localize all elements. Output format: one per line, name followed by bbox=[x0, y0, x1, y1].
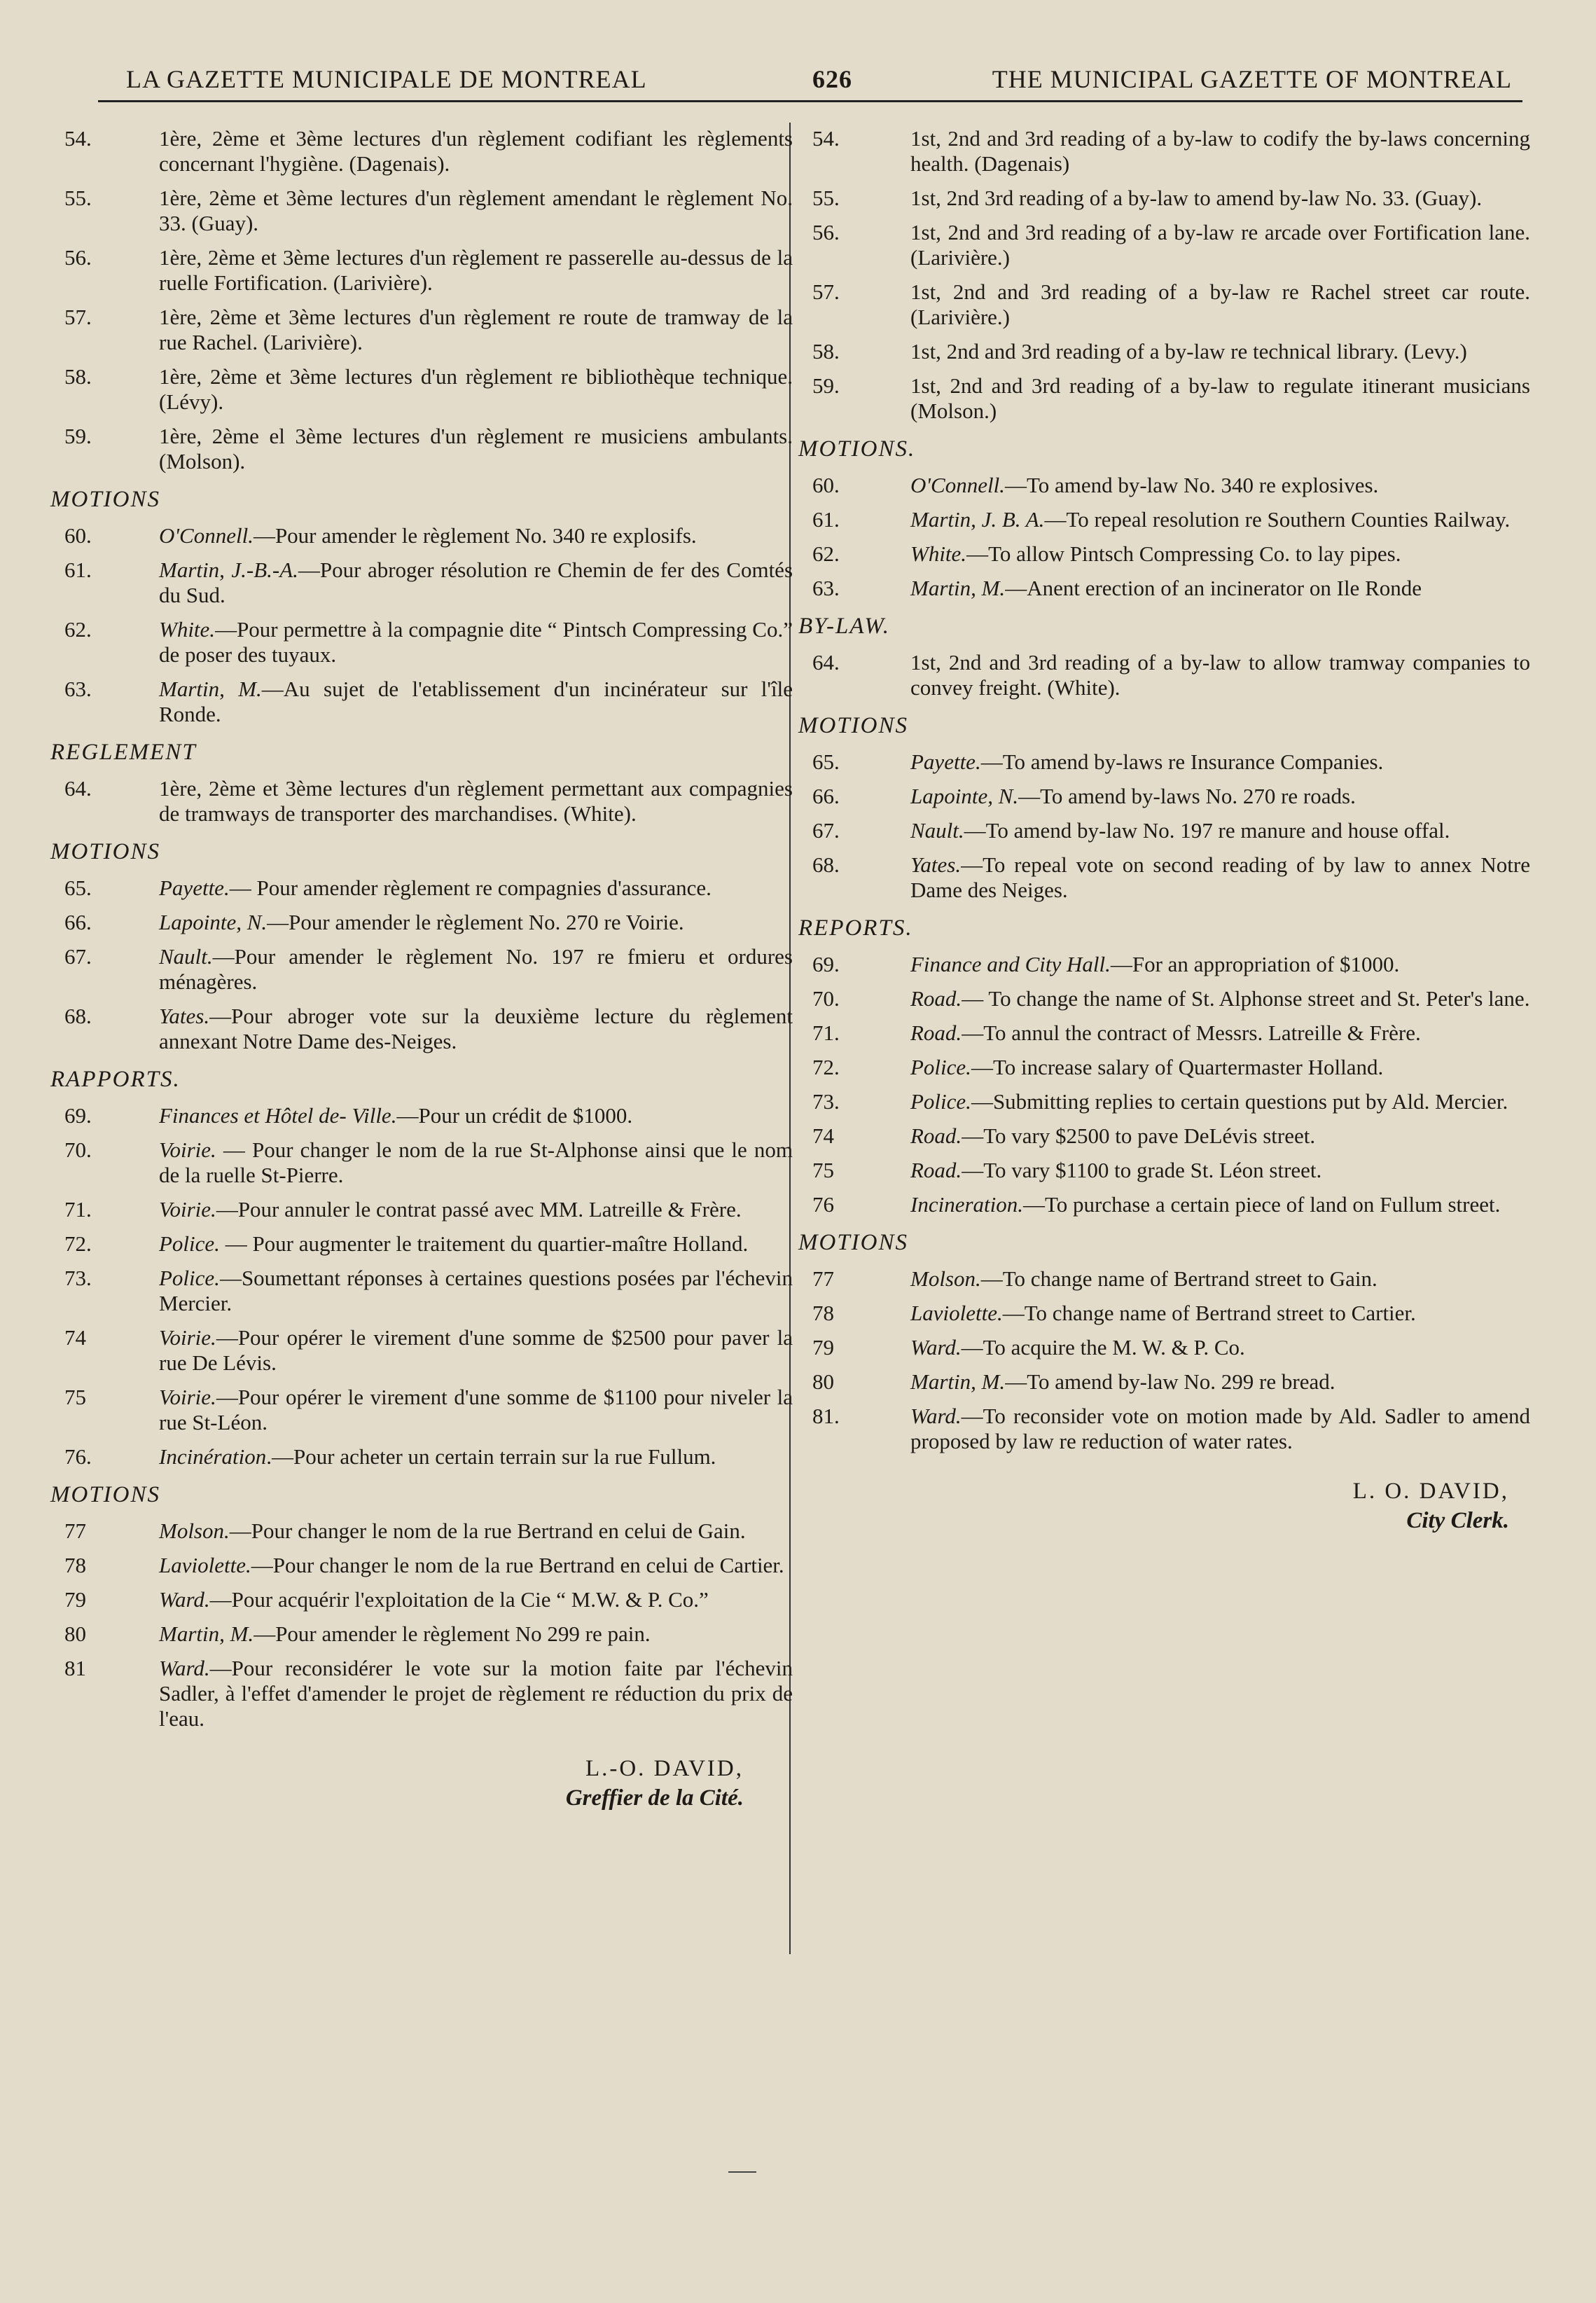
item-text: — Pour augmenter le traitement du quartier-maître Holland. bbox=[219, 1231, 749, 1256]
item-text: —To change name of Bertrand street to Gain. bbox=[980, 1266, 1378, 1291]
item-text: 1st, 2nd and 3rd reading of a by-law to regulate itinerant musicians (Molson.) bbox=[910, 373, 1530, 423]
item-body bbox=[910, 1021, 1530, 1046]
item-number: 81 bbox=[64, 1656, 86, 1680]
agenda-item bbox=[812, 1301, 1530, 1326]
agenda-item bbox=[64, 1004, 793, 1054]
item-mover: Police. bbox=[159, 1231, 220, 1256]
page-number: 626 bbox=[812, 65, 852, 93]
agenda-item bbox=[812, 1404, 1530, 1454]
item-number: 64. bbox=[64, 776, 92, 801]
item-mover: Ward. bbox=[159, 1656, 210, 1680]
item-text: 1ère, 2ème et 3ème lectures d'un règlement permettant aux compagnies de tramways de transporter des marchandises. (White). bbox=[159, 776, 793, 826]
item-text: —Pour amender le règlement No. 340 re explosifs. bbox=[253, 523, 697, 548]
item-text: 1ère, 2ème et 3ème lectures d'un règlement amendant le règlement No. 33. (Guay). bbox=[159, 186, 793, 235]
agenda-item bbox=[64, 1553, 793, 1578]
item-body bbox=[159, 364, 793, 415]
item-body bbox=[159, 1266, 793, 1316]
item-number: 60. bbox=[64, 523, 92, 548]
agenda-item bbox=[64, 910, 793, 935]
agenda-item bbox=[812, 373, 1530, 424]
agenda-item bbox=[812, 1089, 1530, 1114]
item-body bbox=[159, 677, 793, 727]
item-text: —Pour amender le règlement No. 197 re fmieru et ordures ménagères. bbox=[159, 944, 793, 994]
item-number: 62. bbox=[812, 541, 840, 566]
agenda-item bbox=[64, 1587, 793, 1612]
item-text: —Pour acquérir l'exploitation de la Cie “ M.W. & P. Co.” bbox=[209, 1587, 709, 1612]
item-number: 54. bbox=[64, 126, 92, 151]
item-number: 57. bbox=[812, 279, 840, 304]
item-body bbox=[159, 876, 793, 901]
item-number: 79 bbox=[812, 1335, 834, 1360]
item-text: —Anent erection of an incinerator on Ile Ronde bbox=[1005, 576, 1422, 600]
item-text: 1st, 2nd and 3rd reading of a by-law re arcade over Fortification lane. (Larivière.) bbox=[910, 220, 1530, 270]
agenda-item bbox=[64, 776, 793, 827]
item-text: —Pour opérer le virement d'une somme de $2500 pour paver la rue De Lévis. bbox=[159, 1325, 793, 1375]
item-number: 69. bbox=[64, 1103, 92, 1128]
item-number: 54. bbox=[812, 126, 840, 151]
item-mover: O'Connell. bbox=[159, 523, 254, 548]
item-mover: Laviolette. bbox=[910, 1301, 1003, 1325]
item-body bbox=[910, 1266, 1530, 1292]
header-rule bbox=[98, 100, 1522, 102]
agenda-item bbox=[64, 1656, 793, 1731]
item-mover: Police. bbox=[910, 1089, 971, 1114]
item-text: —Pour opérer le virement d'une somme de $1100 pour niveler la rue St-Léon. bbox=[159, 1385, 793, 1434]
agenda-item bbox=[812, 1335, 1530, 1360]
english-column bbox=[798, 126, 1530, 1535]
item-body bbox=[159, 1231, 793, 1257]
item-body bbox=[910, 1404, 1530, 1454]
item-number: 56. bbox=[64, 245, 92, 270]
item-body bbox=[159, 1444, 793, 1469]
item-number: 71. bbox=[812, 1021, 840, 1045]
item-text: 1st, 2nd and 3rd reading of a by-law to allow tramway companies to convey freight. (White). bbox=[910, 650, 1530, 700]
section-heading: REGLEMENT bbox=[50, 740, 197, 765]
item-text: —To vary $2500 to pave DeLévis street. bbox=[962, 1123, 1316, 1148]
item-text: —To annul the contract of Messrs. Latreille & Frère. bbox=[962, 1021, 1421, 1045]
agenda-item bbox=[812, 186, 1530, 211]
section-heading: MOTIONS bbox=[50, 1482, 161, 1507]
item-text: —To reconsider vote on motion made by Ald. Sadler to amend proposed by law re reduction of water rates. bbox=[910, 1404, 1530, 1453]
agenda-item bbox=[812, 818, 1530, 843]
agenda-item bbox=[812, 126, 1530, 177]
item-text: 1st, 2nd and 3rd reading of a by-law re Rachel street car route. (Larivière.) bbox=[910, 279, 1530, 329]
item-mover: Molson. bbox=[910, 1266, 981, 1291]
item-text: —To repeal vote on second reading of by law to annex Notre Dame des Neiges. bbox=[910, 852, 1530, 902]
item-text: —Pour changer le nom de la rue Bertrand en celui de Gain. bbox=[229, 1519, 746, 1543]
agenda-item bbox=[812, 1192, 1530, 1217]
item-body bbox=[159, 245, 793, 296]
item-body bbox=[910, 373, 1530, 424]
item-number: 70. bbox=[64, 1137, 92, 1162]
item-number: 58. bbox=[812, 339, 840, 364]
item-text: —To repeal resolution re Southern Counties Railway. bbox=[1044, 507, 1511, 532]
item-number: 55. bbox=[64, 186, 92, 210]
item-text: —For an appropriation of $1000. bbox=[1110, 952, 1400, 976]
agenda-item bbox=[64, 424, 793, 474]
agenda-item bbox=[812, 1369, 1530, 1395]
section-heading: BY-LAW. bbox=[798, 614, 891, 639]
item-number: 63. bbox=[64, 677, 92, 701]
item-body bbox=[159, 1621, 793, 1647]
item-mover: Martin, M. bbox=[159, 677, 262, 701]
running-header bbox=[126, 57, 1512, 99]
agenda-item bbox=[812, 279, 1530, 330]
item-text: 1ère, 2ème el 3ème lectures d'un règlement re musiciens ambulants. (Molson). bbox=[159, 424, 793, 473]
item-mover: Ward. bbox=[159, 1587, 210, 1612]
item-body bbox=[910, 186, 1530, 211]
item-number: 59. bbox=[64, 424, 92, 448]
agenda-item bbox=[812, 339, 1530, 364]
item-text: —To amend by-laws re Insurance Companies. bbox=[980, 749, 1384, 774]
item-body bbox=[159, 1004, 793, 1054]
agenda-item bbox=[812, 749, 1530, 775]
item-body bbox=[159, 186, 793, 236]
agenda-item bbox=[64, 944, 793, 995]
agenda-item bbox=[64, 126, 793, 177]
item-mover: Road. bbox=[910, 1158, 962, 1182]
item-body bbox=[159, 1137, 793, 1188]
item-text: —Pour abroger résolution re Chemin de fer des Comtés du Sud. bbox=[159, 558, 793, 607]
item-body bbox=[910, 1335, 1530, 1360]
agenda-item bbox=[64, 1137, 793, 1188]
item-body bbox=[159, 776, 793, 827]
item-mover: Road. bbox=[910, 1123, 962, 1148]
item-body bbox=[910, 126, 1530, 177]
item-body bbox=[159, 1325, 793, 1376]
item-number: 72. bbox=[64, 1231, 92, 1256]
section-heading: MOTIONS bbox=[50, 839, 161, 864]
item-number: 67. bbox=[812, 818, 840, 843]
agenda-item bbox=[64, 364, 793, 415]
item-body bbox=[159, 1103, 793, 1128]
agenda-item bbox=[812, 650, 1530, 700]
item-number: 63. bbox=[812, 576, 840, 600]
item-number: 62. bbox=[64, 617, 92, 642]
item-number: 77 bbox=[812, 1266, 834, 1291]
item-text: —Pour abroger vote sur la deuxième lecture du règlement annexant Notre Dame des-Neiges. bbox=[159, 1004, 793, 1053]
item-text: —Submitting replies to certain questions put by Ald. Mercier. bbox=[971, 1089, 1508, 1114]
agenda-item bbox=[812, 507, 1530, 532]
agenda-item bbox=[812, 1158, 1530, 1183]
item-number: 64. bbox=[812, 650, 840, 675]
item-body bbox=[910, 1192, 1530, 1217]
item-mover: Ward. bbox=[910, 1404, 962, 1428]
item-text: 1st, 2nd and 3rd reading of a by-law re technical library. (Levy.) bbox=[910, 339, 1467, 364]
item-number: 79 bbox=[64, 1587, 86, 1612]
item-body bbox=[910, 507, 1530, 532]
agenda-item bbox=[812, 1266, 1530, 1292]
item-mover: Road. bbox=[910, 1021, 962, 1045]
agenda-item bbox=[64, 1197, 793, 1222]
agenda-item bbox=[64, 523, 793, 548]
item-number: 81. bbox=[812, 1404, 840, 1428]
item-number: 68. bbox=[812, 852, 840, 877]
item-number: 73. bbox=[812, 1089, 840, 1114]
agenda-item bbox=[812, 1055, 1530, 1080]
item-mover: Police. bbox=[159, 1266, 220, 1290]
item-body bbox=[910, 1123, 1530, 1149]
agenda-item bbox=[812, 784, 1530, 809]
signature-block bbox=[812, 1476, 1530, 1535]
item-text: —To amend by-law No. 299 re bread. bbox=[1005, 1369, 1335, 1394]
item-number: 59. bbox=[812, 373, 840, 398]
item-number: 55. bbox=[812, 186, 840, 210]
item-number: 76 bbox=[812, 1192, 834, 1217]
item-mover: Incinération bbox=[159, 1444, 267, 1469]
item-text: 1ère, 2ème et 3ème lectures d'un règlement re passerelle au-dessus de la ruelle Fortification. (Larivière). bbox=[159, 245, 793, 295]
item-mover: O'Connell. bbox=[910, 473, 1005, 497]
item-text: — Pour amender règlement re compagnies d'assurance. bbox=[229, 876, 712, 900]
agenda-item bbox=[64, 876, 793, 901]
agenda-item bbox=[812, 220, 1530, 270]
section-heading: MOTIONS bbox=[50, 487, 161, 512]
item-mover: Martin, M. bbox=[159, 1621, 254, 1646]
item-number: 60. bbox=[812, 473, 840, 497]
item-number: 78 bbox=[64, 1553, 86, 1577]
item-number: 61. bbox=[812, 507, 840, 532]
item-body bbox=[159, 910, 793, 935]
agenda-item bbox=[64, 305, 793, 355]
item-body bbox=[159, 126, 793, 177]
section-heading: RAPPORTS. bbox=[50, 1067, 181, 1092]
item-mover: Payette. bbox=[159, 876, 230, 900]
item-text: —Pour changer le nom de la rue Bertrand en celui de Cartier. bbox=[251, 1553, 784, 1577]
item-number: 75 bbox=[64, 1385, 86, 1409]
item-body bbox=[910, 952, 1530, 977]
item-text: —To amend by-law No. 340 re explosives. bbox=[1004, 473, 1379, 497]
signature-block bbox=[64, 1754, 793, 1813]
item-body bbox=[159, 523, 793, 548]
margin-mark bbox=[728, 2171, 756, 2173]
item-body bbox=[910, 1158, 1530, 1183]
item-mover: Ward. bbox=[910, 1335, 962, 1360]
section-heading: MOTIONS bbox=[798, 1230, 909, 1255]
item-mover: Voirie. bbox=[159, 1325, 216, 1350]
item-body bbox=[159, 1519, 793, 1544]
item-body bbox=[910, 541, 1530, 567]
header-title-french: LA GAZETTE MUNICIPALE DE MONTREAL bbox=[126, 65, 647, 93]
item-body bbox=[910, 852, 1530, 903]
item-number: 61. bbox=[64, 558, 92, 582]
item-body bbox=[159, 617, 793, 668]
item-mover: Lapointe, N. bbox=[910, 784, 1019, 808]
item-mover: Martin, J.-B.-A. bbox=[159, 558, 298, 582]
item-body bbox=[910, 1055, 1530, 1080]
item-text: —To acquire the M. W. & P. Co. bbox=[961, 1335, 1245, 1360]
item-mover: Martin, M. bbox=[910, 1369, 1006, 1394]
agenda-item bbox=[64, 1266, 793, 1316]
item-text: 1st, 2nd 3rd reading of a by-law to amend by-law No. 33. (Guay). bbox=[910, 186, 1483, 210]
item-text: —To allow Pintsch Compressing Co. to lay pipes. bbox=[966, 541, 1401, 566]
item-text: —To change name of Bertrand street to Cartier. bbox=[1002, 1301, 1416, 1325]
item-text: 1ère, 2ème et 3ème lectures d'un règlement codifiant les règlements concernant l'hygiène. (Dagenais). bbox=[159, 126, 793, 176]
agenda-item bbox=[812, 541, 1530, 567]
item-mover: Laviolette. bbox=[159, 1553, 251, 1577]
item-text: 1ère, 2ème et 3ème lectures d'un règlement re route de tramway de la rue Rachel. (Larivière). bbox=[159, 305, 793, 354]
item-mover: Payette. bbox=[910, 749, 981, 774]
item-number: 57. bbox=[64, 305, 92, 329]
item-mover: Nault. bbox=[910, 818, 964, 843]
item-number: 74 bbox=[64, 1325, 86, 1350]
agenda-item bbox=[64, 558, 793, 608]
item-number: 72. bbox=[812, 1055, 840, 1079]
item-text: —To increase salary of Quartermaster Holland. bbox=[971, 1055, 1384, 1079]
item-text: —Soumettant réponses à certaines questions posées par l'échevin Mercier. bbox=[159, 1266, 793, 1315]
agenda-item bbox=[64, 1231, 793, 1257]
item-body bbox=[159, 1553, 793, 1578]
agenda-item bbox=[64, 1519, 793, 1544]
item-text: .—Pour acheter un certain terrain sur la rue Fullum. bbox=[266, 1444, 716, 1469]
item-text: — To change the name of St. Alphonse street and St. Peter's lane. bbox=[962, 986, 1530, 1011]
french-column bbox=[50, 126, 793, 1813]
item-mover: Martin, J. B. A. bbox=[910, 507, 1045, 532]
item-number: 80 bbox=[64, 1621, 86, 1646]
item-number: 65. bbox=[812, 749, 840, 774]
item-text: —Pour annuler le contrat passé avec MM. Latreille & Frère. bbox=[216, 1197, 742, 1222]
item-number: 65. bbox=[64, 876, 92, 900]
item-number: 78 bbox=[812, 1301, 834, 1325]
item-mover: Police. bbox=[910, 1055, 971, 1079]
item-number: 67. bbox=[64, 944, 92, 969]
item-number: 69. bbox=[812, 952, 840, 976]
item-body bbox=[159, 305, 793, 355]
item-number: 66. bbox=[64, 910, 92, 934]
item-body bbox=[910, 784, 1530, 809]
item-mover: Finances et Hôtel de- Ville. bbox=[159, 1103, 397, 1128]
item-body bbox=[910, 339, 1530, 364]
agenda-item bbox=[64, 1621, 793, 1647]
item-mover: Voirie. bbox=[159, 1197, 216, 1222]
item-mover: Lapointe, N. bbox=[159, 910, 268, 934]
item-body bbox=[910, 818, 1530, 843]
item-text: —Pour un crédit de $1000. bbox=[396, 1103, 633, 1128]
item-text: — Pour changer le nom de la rue St-Alphonse ainsi que le nom de la ruelle St-Pierre. bbox=[159, 1137, 793, 1187]
agenda-item bbox=[64, 186, 793, 236]
agenda-item bbox=[812, 952, 1530, 977]
item-mover: Yates. bbox=[159, 1004, 210, 1028]
item-number: 66. bbox=[812, 784, 840, 808]
agenda-item bbox=[64, 677, 793, 727]
item-mover: Incineration. bbox=[910, 1192, 1023, 1217]
item-text: 1st, 2nd and 3rd reading of a by-law to codify the by-laws concerning health. (Dagenais) bbox=[910, 126, 1530, 176]
item-text: —To purchase a certain piece of land on Fullum street. bbox=[1023, 1192, 1501, 1217]
item-body bbox=[159, 558, 793, 608]
item-number: 74 bbox=[812, 1123, 834, 1148]
agenda-item bbox=[812, 473, 1530, 498]
item-number: 71. bbox=[64, 1197, 92, 1222]
item-text: —To amend by-laws No. 270 re roads. bbox=[1018, 784, 1356, 808]
agenda-item bbox=[812, 576, 1530, 601]
item-text: —To amend by-law No. 197 re manure and house offal. bbox=[964, 818, 1450, 843]
header-title-english: THE MUNICIPAL GAZETTE OF MONTREAL bbox=[992, 65, 1512, 93]
item-body bbox=[910, 986, 1530, 1011]
item-body bbox=[910, 473, 1530, 498]
item-mover: Voirie. bbox=[159, 1137, 216, 1162]
item-text: —Pour reconsidérer le vote sur la motion faite par l'échevin Sadler, à l'effet d'amender le projet de règlement re réduction du prix de l'eau. bbox=[159, 1656, 793, 1731]
item-number: 58. bbox=[64, 364, 92, 389]
agenda-item bbox=[64, 1385, 793, 1435]
item-body bbox=[159, 1656, 793, 1731]
signature-title: City Clerk. bbox=[1406, 1508, 1509, 1533]
item-mover: Yates. bbox=[910, 852, 962, 877]
item-mover: Molson. bbox=[159, 1519, 230, 1543]
item-mover: Finance and City Hall. bbox=[910, 952, 1111, 976]
item-body bbox=[910, 650, 1530, 700]
section-heading: MOTIONS. bbox=[798, 436, 916, 462]
item-text: 1ère, 2ème et 3ème lectures d'un règlement re bibliothèque technique. (Lévy). bbox=[159, 364, 793, 414]
item-body bbox=[159, 1385, 793, 1435]
agenda-item bbox=[812, 1123, 1530, 1149]
item-body bbox=[159, 424, 793, 474]
item-mover: Road. bbox=[910, 986, 962, 1011]
item-body bbox=[910, 1369, 1530, 1395]
agenda-item bbox=[64, 245, 793, 296]
agenda-item bbox=[812, 852, 1530, 903]
signature-title: Greffier de la Cité. bbox=[565, 1785, 744, 1811]
item-number: 68. bbox=[64, 1004, 92, 1028]
agenda-item bbox=[64, 1444, 793, 1469]
item-number: 76. bbox=[64, 1444, 92, 1469]
item-mover: White. bbox=[910, 541, 967, 566]
signature-name: L.-O. DAVID, bbox=[585, 1756, 744, 1781]
item-number: 70. bbox=[812, 986, 840, 1011]
section-heading: MOTIONS bbox=[798, 713, 909, 738]
item-body bbox=[159, 944, 793, 995]
item-body bbox=[910, 220, 1530, 270]
item-text: —Pour amender le règlement No. 270 re Voirie. bbox=[267, 910, 684, 934]
agenda-item bbox=[64, 1103, 793, 1128]
item-body bbox=[910, 576, 1530, 601]
item-mover: Voirie. bbox=[159, 1385, 216, 1409]
item-body bbox=[910, 1301, 1530, 1326]
agenda-item bbox=[812, 1021, 1530, 1046]
item-body bbox=[910, 749, 1530, 775]
item-number: 75 bbox=[812, 1158, 834, 1182]
item-number: 56. bbox=[812, 220, 840, 244]
item-body bbox=[159, 1587, 793, 1612]
item-mover: Nault. bbox=[159, 944, 213, 969]
item-text: —To vary $1100 to grade St. Léon street. bbox=[962, 1158, 1322, 1182]
agenda-item bbox=[812, 986, 1530, 1011]
item-body bbox=[910, 1089, 1530, 1114]
item-body bbox=[910, 279, 1530, 330]
agenda-item bbox=[64, 617, 793, 668]
section-heading: REPORTS. bbox=[798, 915, 913, 941]
item-text: —Au sujet de l'etablissement d'un incinérateur sur l'île Ronde. bbox=[159, 677, 793, 726]
item-text: —Pour amender le règlement No 299 re pain. bbox=[254, 1621, 651, 1646]
item-mover: Martin, M. bbox=[910, 576, 1006, 600]
signature-name: L. O. DAVID, bbox=[1352, 1479, 1509, 1504]
item-mover: White. bbox=[159, 617, 216, 642]
item-text: —Pour permettre à la compagnie dite “ Pintsch Compressing Co.” de poser des tuyaux. bbox=[159, 617, 793, 667]
agenda-item bbox=[64, 1325, 793, 1376]
item-number: 73. bbox=[64, 1266, 92, 1290]
item-number: 80 bbox=[812, 1369, 834, 1394]
item-body bbox=[159, 1197, 793, 1222]
item-number: 77 bbox=[64, 1519, 86, 1543]
